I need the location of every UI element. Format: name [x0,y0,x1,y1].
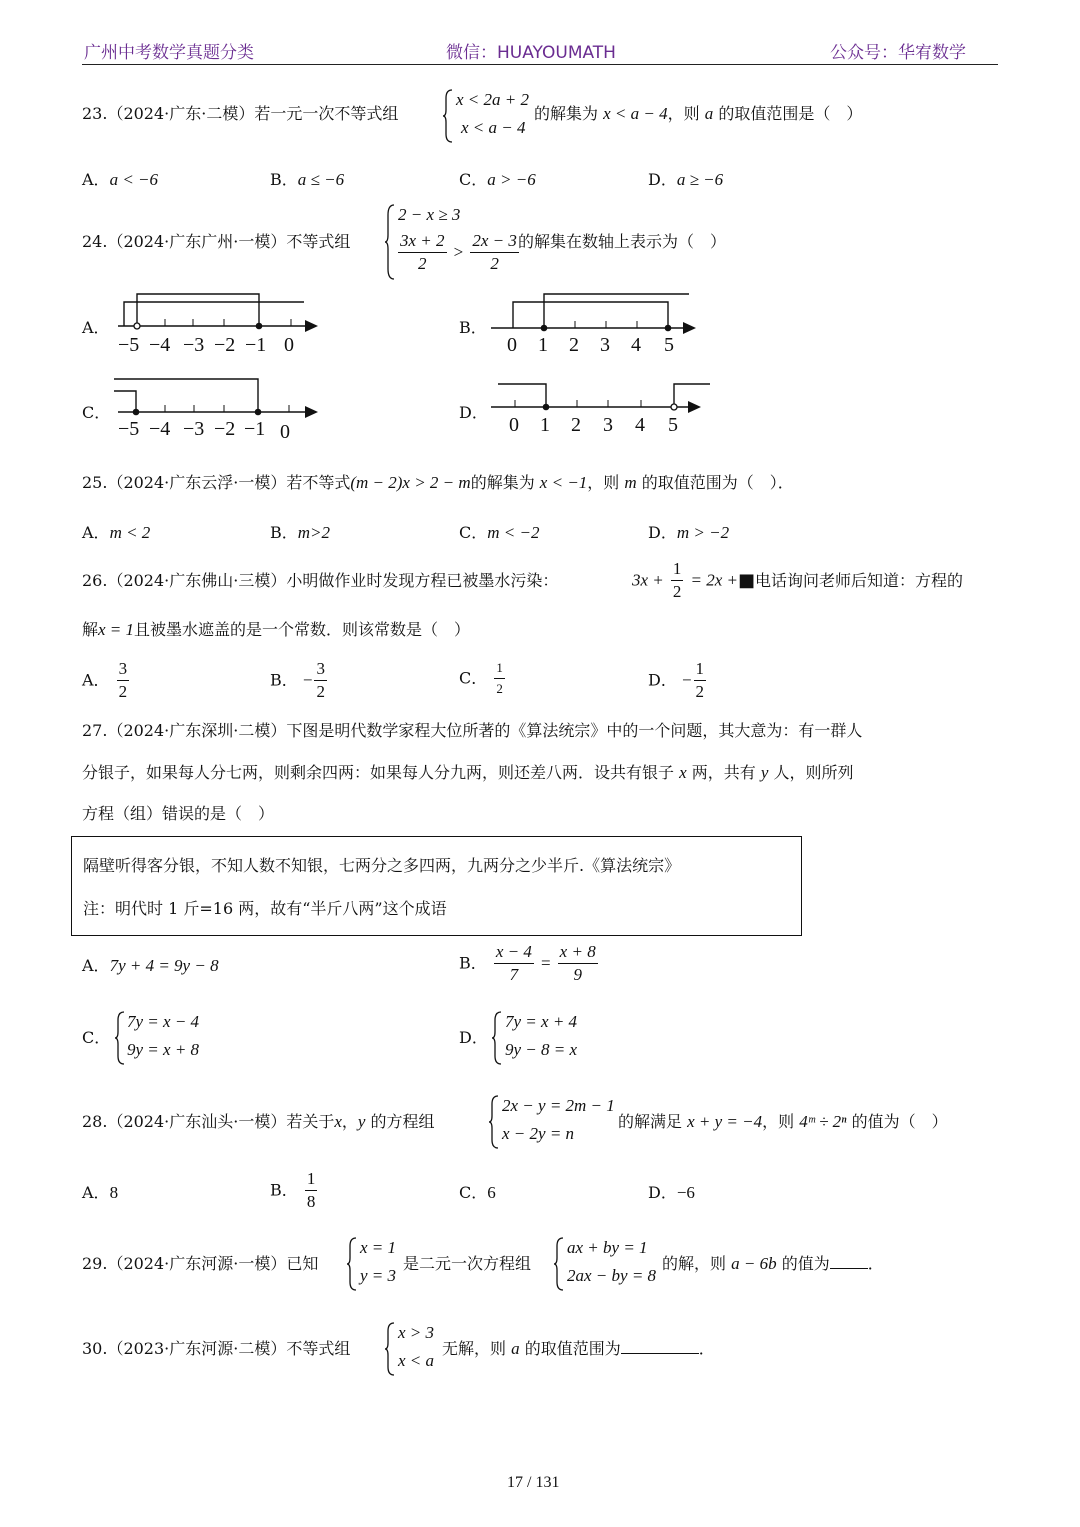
q27-c-eq1: 7y = x − 4 [127,1012,200,1031]
q29-mid: 是二元一次方程组 [403,1254,532,1273]
tick-c-3: −3 [183,418,205,440]
tick-c-6: 0 [280,421,290,442]
header-center: 微信：HUAYOUMATH [446,43,616,63]
q30-var: a [511,1339,520,1358]
q27-box-line2: 注：明代时 1 斤=16 两，故有“半斤八两”这个成语 [83,899,447,918]
q30-brace [384,1321,396,1377]
q27-box-line1: 隔壁听得客分银，不知人数不知银，七两分之多四两，九两分之少半斤.《算法统宗》 [83,856,681,875]
q27-line3: 方程（组）错误的是（ ） [82,804,275,823]
q26-eq-frac: $\frac{1}{2}$ [672,559,682,601]
tick-b-4: 3 [600,334,610,356]
header-right: 公众号：华宥数学 [830,43,966,63]
q29-s2b: 2ax − by = 8 [567,1266,657,1285]
tick-d-3: 2 [571,414,581,436]
q24-numberline-d [486,372,716,442]
q24-label: 24.（2024·广东广州·一模）不等式组 [82,232,351,251]
tick-a-6: 0 [284,334,294,356]
q30-answer-blank[interactable] [621,1353,699,1354]
q25-tail2: 的取值范围为（ ）． [641,473,794,492]
q23-option-a[interactable]: A．a < −6 [82,170,159,189]
tick-a-2: −4 [149,334,171,356]
q30-s2: x < a [398,1351,435,1370]
q26-option-d[interactable]: D． − $\frac{1}{2}$ [648,659,705,701]
q27-y: y [760,763,769,782]
q24-numberline-b [486,288,706,358]
q27-line2c: 人，则所列 [773,763,854,782]
tick-a-4: −2 [214,334,236,356]
tick-c-1: −5 [118,418,140,440]
q28-cond: x + y = −4 [687,1112,763,1131]
tick-a-3: −3 [183,334,205,356]
q27-d-eq1: 7y = x + 4 [505,1012,578,1031]
q24-tail: 的解集在数轴上表示为（ ） [518,232,727,251]
q30-end: ． [698,1339,715,1358]
tick-c-2: −4 [149,418,171,440]
q29-tail: 的解，则 [662,1254,727,1273]
q24-frac2: $\frac{2x - 3}{2}$ [472,231,517,273]
q30-s1: x > 3 [398,1323,435,1342]
q24-numberline-c [108,372,328,442]
q25-expr: (m − 2)x > 2 − m [350,473,471,492]
q24-brace [384,203,396,281]
tick-d-5: 4 [635,414,645,436]
q29-brace-1 [346,1236,358,1292]
q28-expr: 4ᵐ ÷ 2ⁿ [799,1112,847,1131]
q24-option-a[interactable]: A． [82,318,110,337]
q26-option-b[interactable]: B． − $\frac{3}{2}$ [270,659,325,701]
q29-label: 29.（2024·广东河源·一模）已知 [82,1254,319,1273]
q24-sys1: 2 − x ≥ 3 [398,205,461,224]
q24-numberline-a [108,288,328,358]
q28-option-a[interactable]: A．8 [82,1183,119,1202]
q28-option-d[interactable]: D．−6 [648,1183,695,1202]
q25-option-d[interactable]: D．m > −2 [648,523,730,542]
q23-tail: ，则 [667,104,700,123]
q25-label: 25.（2024·广东云浮·一模）若不等式 [82,473,351,492]
q29-s1b: y = 3 [360,1266,397,1285]
tick-b-2: 1 [538,334,548,356]
q28-sys1: 2x − y = 2m − 1 [502,1096,615,1115]
q26-line2b: 且被墨水遮盖的是一个常数．则该常数是（ ） [134,620,471,639]
q29-answer-blank[interactable] [830,1268,868,1269]
q27-quote-box [71,836,802,936]
q23-cond: x < a − 4 [603,104,668,123]
tick-d-6: 5 [668,414,678,436]
q26-tail: 电话询问老师后知道：方程的 [755,571,964,590]
tick-d-2: 1 [540,414,550,436]
q28-x: x [334,1112,342,1131]
q25-cond: x < −1 [539,473,588,492]
q29-brace-2 [553,1236,565,1292]
q23-sys1: x < 2a + 2 [456,90,529,109]
q27-c-eq2: 9y = x + 8 [127,1040,200,1059]
q30-tail: 的取值范围为 [524,1339,621,1358]
q25-tail: ，则 [587,473,620,492]
q23-sys2: x < a − 4 [461,118,526,137]
q27-option-b[interactable]: B． $\frac{x - 4}{7}$ = $\frac{x + 8}{9}$ [459,942,596,984]
q23-option-b[interactable]: B．a ≤ −6 [270,170,345,189]
q23-option-d[interactable]: D．a ≥ −6 [648,170,724,189]
q29-expr: a − 6b [731,1254,777,1273]
q29-s1a: x = 1 [360,1238,397,1257]
q28-option-c[interactable]: C．6 [459,1183,496,1202]
q25-option-a[interactable]: A．m < 2 [82,523,151,542]
tick-a-1: −5 [118,334,140,356]
q27-line2a: 分银子，如果每人分七两，则剩余四两：如果每人分九两，则还差八两．设共有银子 [82,763,675,782]
tick-b-5: 4 [631,334,641,356]
q27-line2b: 两，共有 [691,763,756,782]
q26-eq-a: 3x + [632,570,664,590]
q27-option-c[interactable]: C． [82,1028,111,1047]
q28-label: 28.（2024·广东汕头·一模）若关于 [82,1112,335,1131]
q24-option-b[interactable]: B． [459,318,487,337]
q23-brace [442,88,454,144]
tick-a-5: −1 [245,334,267,356]
q28-brace [488,1094,500,1150]
q23-mid: 的解集为 [534,104,599,123]
q25-option-b[interactable]: B．m>2 [270,523,331,542]
q28-mid: 的方程组 [370,1112,435,1131]
q27-d-eq2: 9y − 8 = x [505,1040,578,1059]
q23-label: 23.（2024·广东·二模）若一元一次不等式组 [82,104,399,123]
q29-s2a: ax + by = 1 [567,1238,648,1257]
q27-d-brace [491,1010,503,1066]
header-left: 广州中考数学真题分类 [84,43,254,63]
q26-line2m: x = 1 [98,620,135,639]
q26-label: 26.（2024·广东佛山·三模）小明做作业时发现方程已被墨水污染： [82,571,559,590]
ink-blot-icon: ■ [737,570,755,591]
q23-var: a [704,104,714,123]
q26-line2a: 解 [82,620,99,639]
q28-tail2: ，则 [762,1112,795,1131]
tick-b-6: 5 [664,334,674,356]
q23-option-c[interactable]: C．a > −6 [459,170,536,189]
q24-option-c[interactable]: C． [82,403,111,422]
q25-option-c[interactable]: C．m < −2 [459,523,540,542]
tick-c-4: −2 [214,418,236,440]
q27-line1: 27.（2024·广东深圳·二模）下图是明代数学家程大位所著的《算法统宗》中的一个问题，其大意为：有一群人 [82,721,863,740]
q27-option-d[interactable]: D． [459,1028,488,1047]
page-number: 17 / 131 [507,1474,560,1491]
q27-x: x [679,763,687,782]
q29-tail2: 的值为 [781,1254,830,1273]
tick-c-5: −1 [244,418,266,440]
q26-eq-b: = 2x + [690,570,738,590]
tick-b-1: 0 [507,334,517,356]
tick-d-1: 0 [509,414,519,436]
tick-b-3: 2 [569,334,579,356]
q30-label: 30.（2023·广东河源·二模）不等式组 [82,1339,351,1358]
q28-tail3: 的值为（ ） [851,1112,948,1131]
q28-tail: 的解满足 [618,1112,683,1131]
q28-sys2: x − 2y = n [502,1124,575,1143]
q27-c-brace [114,1010,126,1066]
q30-mid: 无解，则 [442,1339,507,1358]
q24-gt: > [453,242,464,262]
q26-option-a[interactable]: A． $\frac{3}{2}$ [82,659,128,701]
q24-frac1: $\frac{3x + 2}{2}$ [400,231,445,273]
tick-d-4: 3 [603,414,613,436]
q28-comma: ， [341,1112,358,1131]
q25-var: m [624,473,637,492]
q28-y: y [357,1112,366,1131]
q23-tail2: 的取值范围是（ ） [718,104,863,123]
header-rule [82,64,998,65]
q28-option-b[interactable]: B． $\frac{1}{8}$ [270,1169,316,1211]
q26-option-c[interactable]: C． $\frac{1}{2}$ [459,660,503,696]
q29-end: ． [867,1254,884,1273]
q24-option-d[interactable]: D． [459,403,488,422]
q27-option-a[interactable]: A．7y + 4 = 9y − 8 [82,956,219,975]
q25-mid: 的解集为 [470,473,535,492]
